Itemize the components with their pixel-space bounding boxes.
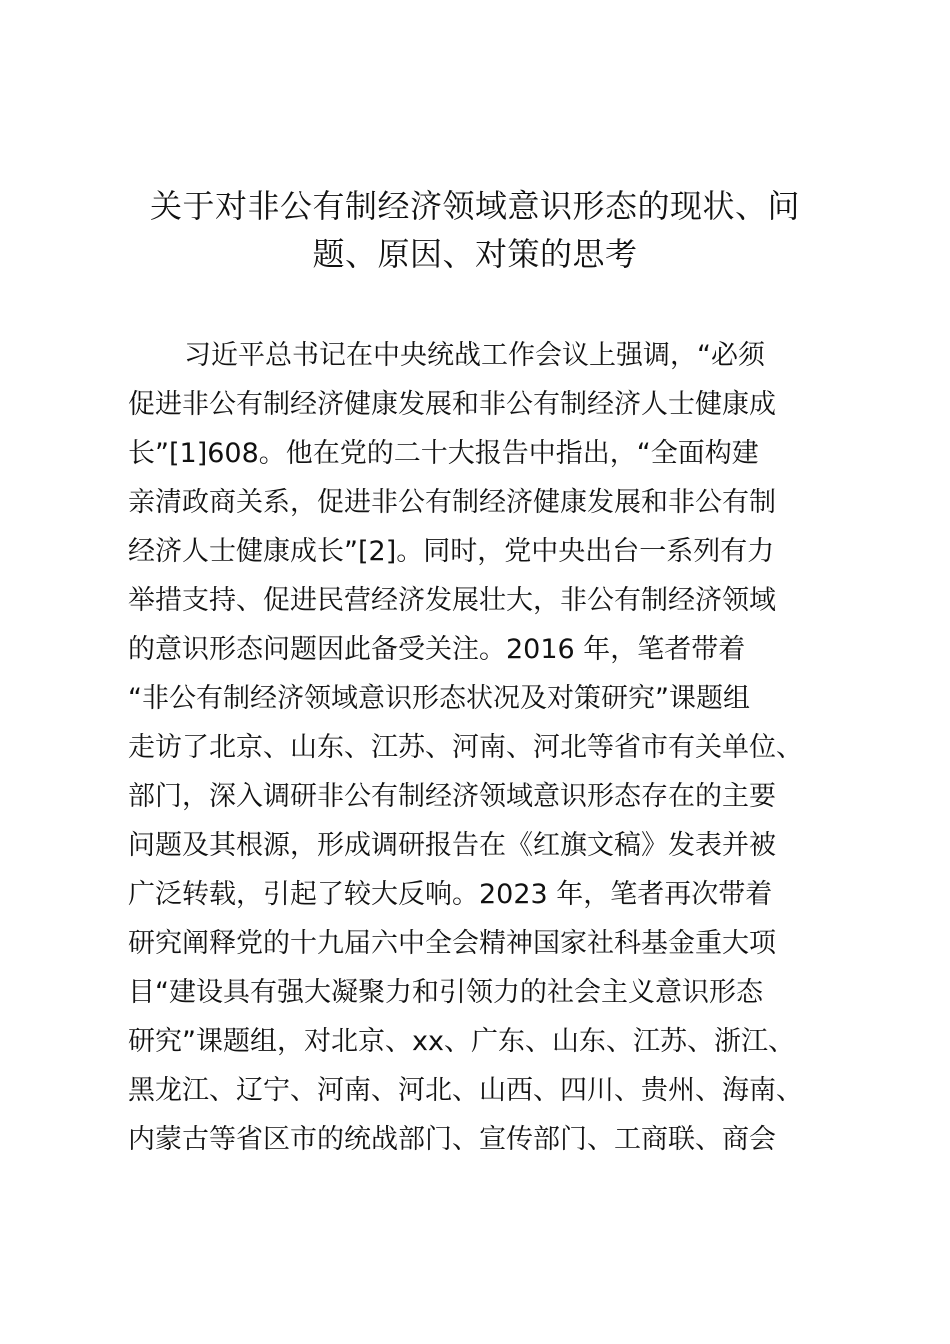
paragraph-line: 黑龙江、辽宁、河南、河北、山西、四川、贵州、海南、 [128, 1075, 803, 1106]
paragraph-line: 内蒙古等省区市的统战部门、宣传部门、工商联、商会 [128, 1124, 776, 1155]
paragraph-line: 部门，深入调研非公有制经济领域意识形态存在的主要 [128, 781, 776, 812]
paragraph-line: 促进非公有制经济健康发展和非公有制经济人士健康成 [128, 389, 776, 420]
paragraph-line: 习近平总书记在中央统战工作会议上强调，“必须 [184, 340, 765, 371]
paragraph-line: 走访了北京、山东、江苏、河南、河北等省市有关单位、 [128, 732, 803, 763]
body-paragraph [128, 331, 843, 1164]
paragraph-line: 目“建设具有强大凝聚力和引领力的社会主义意识形态 [128, 977, 763, 1008]
paragraph-line: 研究阐释党的十九届六中全会精神国家社科基金重大项 [128, 928, 776, 959]
paragraph-line: 经济人士健康成长”[2]。同时，党中央出台一系列有力 [128, 536, 775, 567]
paragraph-line: “非公有制经济领域意识形态状况及对策研究”课题组 [128, 683, 750, 714]
paragraph-line: 研究”课题组，对北京、xx、广东、山东、江苏、浙江、 [128, 1026, 795, 1057]
title-line-1: 关于对非公有制经济领域意识形态的现状、问 [149, 187, 800, 225]
paragraph-line: 举措支持、促进民营经济发展壮大，非公有制经济领域 [128, 585, 776, 616]
title-line-2: 题、原因、对策的思考 [312, 235, 638, 273]
paragraph-line: 问题及其根源，形成调研报告在《红旗文稿》发表并被 [128, 830, 776, 861]
paragraph-line: 长”[1]608。他在党的二十大报告中指出，“全面构建 [128, 438, 759, 469]
document-title [100, 182, 850, 278]
paragraph-line: 亲清政商关系，促进非公有制经济健康发展和非公有制 [128, 487, 776, 518]
paragraph-line: 广泛转载，引起了较大反响。2023 年，笔者再次带着 [128, 879, 773, 910]
paragraph-line: 的意识形态问题因此备受关注。2016 年，笔者带着 [128, 634, 746, 665]
